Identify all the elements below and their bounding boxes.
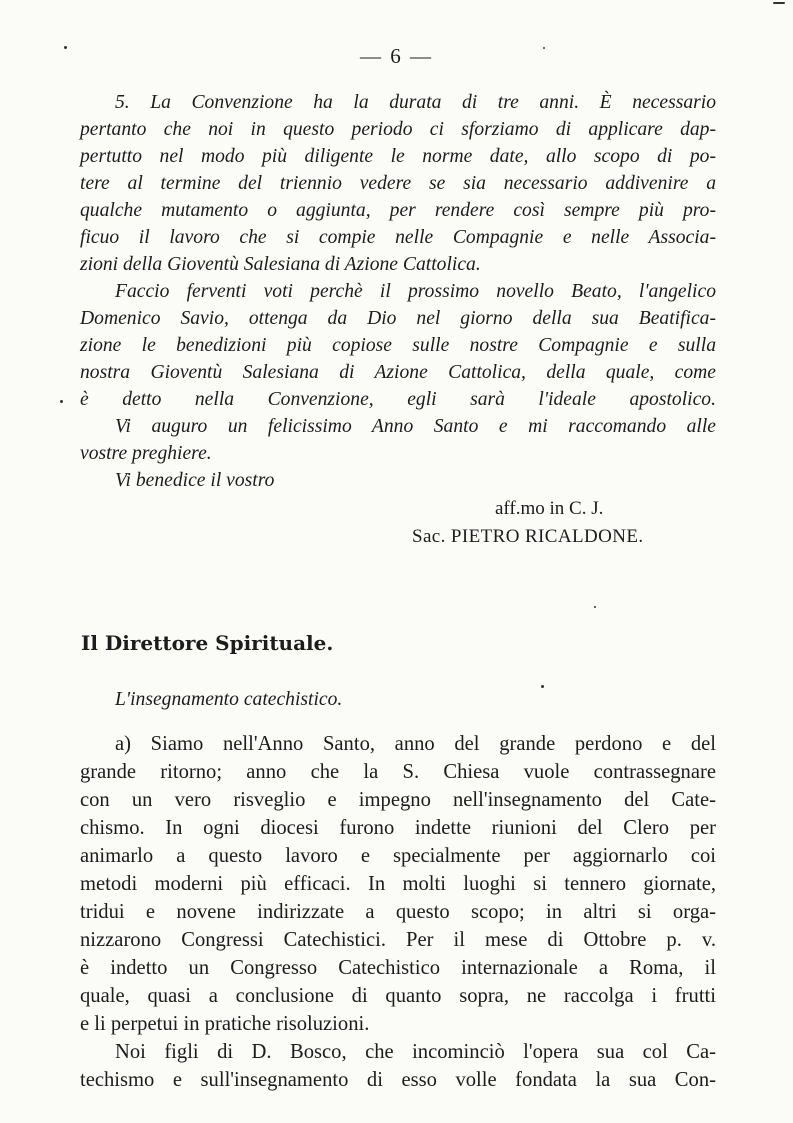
scan-speck: [60, 400, 63, 403]
letter-line: nostra Gioventù Salesiana di Azione Cattolica, della quale, come: [80, 362, 716, 383]
body-line: Noi figli di D. Bosco, che incominciò l'opera sua col Ca-: [115, 1041, 716, 1063]
letter-line: Vi benedice il vostro: [115, 470, 275, 491]
letter-line: pertutto nel modo più diligente le norme date, allo scopo di po-: [80, 146, 716, 167]
body-line: a) Siamo nell'Anno Santo, anno del grande perdono e del: [115, 733, 716, 755]
letter-line: ficuo il lavoro che si compie nelle Compagnie e nelle Associa-: [80, 227, 716, 248]
scan-speck: [594, 606, 596, 608]
body-line: e li perpetui in pratiche risoluzioni.: [80, 1013, 370, 1035]
letter-line: pertanto che noi in questo periodo ci sforziamo di applicare dap-: [80, 119, 716, 140]
letter-line: zione le benedizioni più copiose sulle nostre Compagnie e sulla: [80, 335, 716, 356]
letter-line: Domenico Savio, ottenga da Dio nel giorno della sua Beatifica-: [80, 308, 716, 329]
body-line: metodi moderni più efficaci. In molti luoghi si tennero giornate,: [80, 873, 716, 895]
body-line: techismo e sull'insegnamento di esso volle fondata la sua Con-: [80, 1069, 716, 1091]
scan-speck: [64, 46, 67, 49]
scan-speck: [773, 2, 785, 4]
letter-line: qualche mutamento o aggiunta, per rendere così sempre più pro-: [80, 200, 716, 221]
signature-closing: aff.mo in C. J.: [495, 498, 604, 519]
letter-line: tere al termine del triennio vedere se sia necessario addivenire a: [80, 173, 716, 194]
scan-speck: [541, 685, 544, 688]
letter-line: è detto nella Convenzione, egli sarà l'ideale apostolico.: [80, 389, 716, 410]
signature-name: Sac. PIETRO RICALDONE.: [412, 526, 644, 547]
letter-line: vostre preghiere.: [80, 443, 212, 464]
body-line: con un vero risveglio e impegno nell'insegnamento del Cate-: [80, 789, 716, 811]
letter-line: 5. La Convenzione ha la durata di tre anni. È necessario: [115, 92, 716, 113]
body-line: tridui e novene indirizzate a questo scopo; in altri si orga-: [80, 901, 716, 923]
section-heading: Il Direttore Spirituale.: [81, 631, 334, 655]
letter-line: Vi auguro un felicissimo Anno Santo e mi raccomando alle: [115, 416, 716, 437]
body-line: nizzarono Congressi Catechistici. Per il mese di Ottobre p. v.: [80, 929, 716, 951]
body-line: è indetto un Congresso Catechistico internazionale a Roma, il: [80, 957, 716, 979]
letter-line: zioni della Gioventù Salesiana di Azione Cattolica.: [80, 254, 481, 275]
scan-speck: [543, 47, 545, 49]
letter-line: Faccio ferventi voti perchè il prossimo novello Beato, l'angelico: [115, 281, 716, 302]
subheading: L'insegnamento catechistico.: [115, 689, 343, 710]
body-line: grande ritorno; anno che la S. Chiesa vuole contrassegnare: [80, 761, 716, 783]
body-line: animarlo a questo lavoro e specialmente per aggiornarlo coi: [80, 845, 716, 867]
body-line: quale, quasi a conclusione di quanto sopra, ne raccolga i frutti: [80, 985, 716, 1007]
page-number: — 6 —: [360, 44, 433, 68]
body-line: chismo. In ogni diocesi furono indette riunioni del Clero per: [80, 817, 716, 839]
